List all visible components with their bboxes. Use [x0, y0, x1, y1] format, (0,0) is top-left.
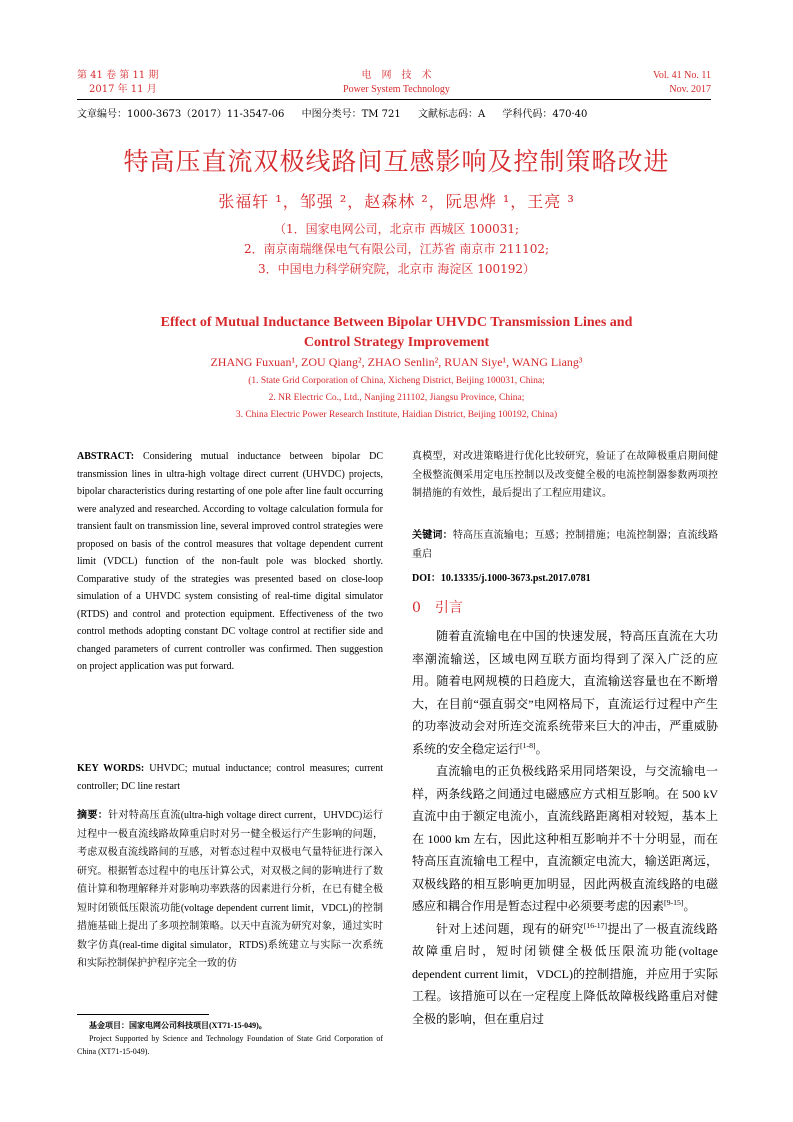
- affiliation-en-1: (1. State Grid Corporation of China, Xicheng District, Beijing 100031, China;: [248, 376, 545, 386]
- affiliation-cn-3: 3．中国电力科学研究院，北京市 海淀区 100192）: [257, 262, 536, 276]
- affiliation-en-3: 3. China Electric Power Research Institute, Haidian District, Beijing 100192, China): [235, 410, 558, 420]
- authors-en: ZHANG Fuxuan¹, ZOU Qiang², ZHAO Senlin², RUAN Siye¹, WANG Liang³: [210, 355, 583, 369]
- clc-number: 中图分类号：TM 721: [301, 109, 401, 120]
- abstract-cn-continued: 真模型，对改进策略进行优化比较研究，验证了在故障极重启期间健全极整流侧采用定电压控制以及改变健全极的电流控制器参数两项控制措施的有效性，最后提出了工程应用建议。: [412, 451, 718, 499]
- authors-cn: 张福轩 ¹，邹强 ²，赵森林 ²，阮思烨 ¹，王亮 ³: [218, 192, 575, 211]
- keywords-en-label: KEY WORDS:: [77, 763, 145, 774]
- keywords-cn: [412, 527, 718, 564]
- citation-1-8: [1-8]: [520, 740, 536, 750]
- paper-title-cn: 特高压直流双极线路间互感影响及控制策略改进: [123, 147, 670, 176]
- document-code: 文献标志码：A: [417, 109, 486, 120]
- paragraph-2: 直流输电的正负极线路采用同塔架设，与交流输电一样，两条线路之间通过电磁感应方式相互影响。在 500 kV 直流中由于额定电流小，直流线路距离相对较短，基本上在 1000 km 左右，因此这种相互影响并不十分明显，而在特高压直流输电工程中，直流额定电流大，输送距离远，双极线路的相互影响更加明显，因此两极直流线路的电磁感应和耦合作用是暂态过程中必须要考虑的因素[9-15]。: [412, 764, 718, 913]
- affiliation-cn-1: （1．国家电网公司，北京市 西城区 100031;: [273, 222, 520, 236]
- doi: [412, 572, 718, 586]
- doi-value: 10.13335/j.1000-3673.pst.2017.0781: [440, 573, 591, 584]
- header-rule: [77, 99, 711, 100]
- subject-code: 学科代码：470·40: [502, 109, 588, 120]
- doi-label: DOI：: [412, 573, 441, 584]
- affiliation-en-2: 2. NR Electric Co., Ltd., Nanjing 211102, Jiangsu Province, China;: [268, 393, 525, 403]
- keywords-cn-text: 特高压直流输电；互感；控制措施；电流控制器；直流线路重启: [412, 530, 719, 560]
- keywords-cn-label: 关键词：: [412, 530, 453, 541]
- abstract-en: [77, 448, 383, 676]
- article-number: 文章编号：1000-3673（2017）11-3547-06: [77, 109, 285, 120]
- paragraph-3: 针对上述问题，现有的研究[16-17]提出了一极直流线路故障重启时，短时闭锁健全极低压限流功能(voltage dependent current limit，VDCL)的控制措施，并应用于实际工程。该措施可以在一定程度上降低故障极线路重启对健全极的影响，但在重启过: [412, 920, 718, 1026]
- journal-name: 电 网 技 术 Power System Technology: [343, 70, 450, 95]
- funding-en: Project Supported by Science and Technology Foundation of State Grid Corporation of China (XT71-15-049).: [77, 1034, 383, 1056]
- keywords-en: [77, 760, 383, 795]
- introduction-body: [412, 625, 718, 1030]
- abstract-en-label: ABSTRACT:: [77, 451, 135, 462]
- funding-cn: 基金项目：国家电网公司科技项目(XT71-15-049)。: [89, 1021, 267, 1030]
- article-meta: [77, 108, 601, 122]
- journal-volume-issue: 第 41 卷 第 11 期 2017 年 11 月: [77, 70, 159, 95]
- abstract-cn: [77, 807, 383, 974]
- abstract-en-text: Considering mutual inductance between bipolar DC transmission lines in ultra-high voltage direct current (UHVDC) projects, bipolar characteristics during restarting of one pole after line fault occurring were analyzed and researched. According to voltage calculation formula for transient fault on transmission line, several improved control strategies were proposed on basis of the control measures that voltage dependent current limit (VDCL) function of the non-fault pole was blocked shortly. Comparative study of the strategies was presented based on close-loop simulation of a UHVDC system consisting of real-time digital simulator (RTDS) and control and protection equipment. Effectiveness of the two control methods adopting constant DC voltage control at rectifier side and changed parameters of current controller was confirmed. Then suggestion on project application was put forward.: [77, 451, 383, 672]
- section-heading-introduction: 0 引言: [412, 600, 463, 616]
- citation-9-15: [9-15]: [664, 898, 684, 907]
- abstract-cn-label: 摘要：: [77, 810, 109, 821]
- footnote-rule: [77, 1014, 209, 1015]
- affiliation-cn-2: 2．南京南瑞继保电气有限公司，江苏省 南京市 211102;: [243, 242, 550, 256]
- paragraph-1: 随着直流输电在中国的快速发展，特高压直流在大功率潮流输送，区域电网互联方面均得到了深入广泛的应用。随着电网规模的日趋庞大，直流输送容量也在不断增大，在目前“强直弱交”电网格局下，直流运行过程中产生的功率波动会对所连交流系统带来巨大的冲击，严重威胁系统的安全稳定运行[1-8]。: [412, 629, 718, 756]
- journal-volume-en: Vol. 41 No. 11 Nov. 2017: [652, 70, 711, 95]
- paper-title-en: Effect of Mutual Inductance Between Bipolar UHVDC Transmission Lines and Control Strategy Improvement: [160, 315, 633, 350]
- abstract-cn-text: 针对特高压直流(ultra-high voltage direct current，UHVDC)运行过程中一极直流线路故障重启时对另一健全极运行产生影响的问题，考虑双极直流线路间的互感，对暂态过程中双极电气量特征进行深入研究。根据暂态过程中的电压计算公式，对双极之间的影响进行了数值计算和物理解释并对影响功率跌落的因素进行分析，在已有健全极短时闭锁低压限流功能(voltage dependent current limit，VDCL)的控制措施基础上提出了多项控制策略。以天中直流为研究对象，通过实时数字仿真(real-time digital simulator，RTDS)系统建立与实际一次系统和实际控制保护护程序完全一致的仿: [77, 810, 383, 969]
- citation-16-17: [16-17]: [583, 920, 608, 930]
- funding-note: [77, 1019, 383, 1058]
- keywords-en-text: UHVDC; mutual inductance; control measures; current controller; DC line restart: [77, 763, 384, 792]
